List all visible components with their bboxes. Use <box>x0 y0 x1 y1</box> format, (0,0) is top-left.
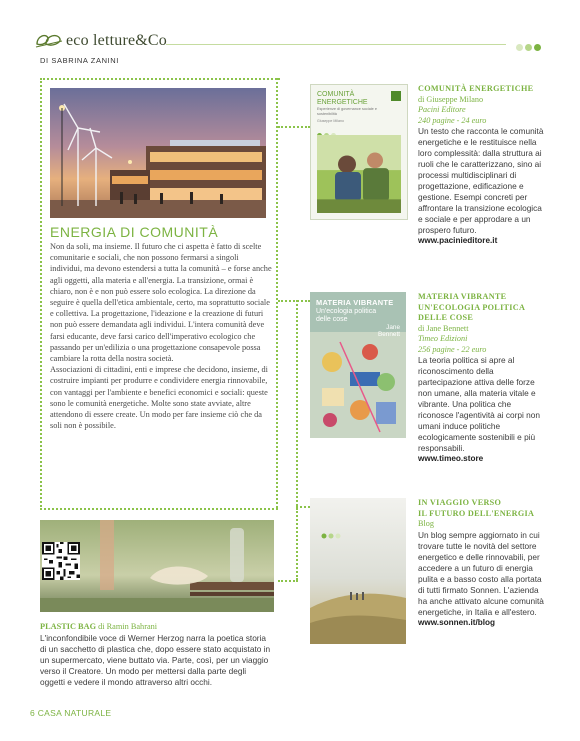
cover-title: COMUNITÀ ENERGETICHE <box>317 91 368 106</box>
page-number: 6 <box>30 708 36 718</box>
blog-image-landscape <box>310 498 406 644</box>
blog-type: Blog <box>418 519 434 528</box>
blog-description: Un blog sempre aggiornato in cui trovare tutte le novità del settore energetico e delle rinnovabili, per accedere a un futuro di energia pulita e a basso costo alla portata di tutti firmato Sonnen. L'azienda ha anche attivato alcune comunità energetiche, in Italia e all'estero. <box>418 529 544 617</box>
book-publisher: Pacini Editore <box>418 105 466 114</box>
cover-title: MATERIA VIBRANTE <box>316 298 394 307</box>
header-rule <box>166 44 506 45</box>
frame-right <box>276 78 278 508</box>
film-description: L'inconfondibile voce di Werner Herzog narra la poetica storia di un sacchetto di plastica che, dopo essere stato acquistato in un supermercato, viene buttato via. Parte, così, per un viaggio verso il Creatore. Un modo per mettersi dalla parte degli oggetti e vedere il mondo attraverso altri occhi. <box>40 633 271 687</box>
magazine-name: CASA NATURALE <box>37 708 112 718</box>
book-link[interactable]: www.timeo.store <box>418 454 484 463</box>
connector-book-1 <box>278 126 310 128</box>
book-title-line-2: UN'ECOLOGIA POLITICA <box>418 302 526 312</box>
blog-link[interactable]: www.sonnen.it/blog <box>418 617 496 627</box>
cover-photo-people <box>317 135 401 213</box>
blog-photo <box>310 498 406 644</box>
hero-photo-wind-turbines <box>50 88 266 218</box>
qr-code-icon <box>42 542 80 580</box>
article-body <box>50 241 272 431</box>
connector-blog-vertical <box>296 300 298 506</box>
film-title: PLASTIC BAG <box>40 622 97 631</box>
book-title-line-3: DELLE COSE <box>418 313 474 322</box>
cover-subtitle: Esperienze di governance sociale e sostenibilità <box>317 107 377 116</box>
byline: DI SABRINA ZANINI <box>40 56 119 65</box>
book-author: di Jane Bennett <box>418 323 469 333</box>
page-footer <box>30 708 111 718</box>
book-description: Un testo che racconta le comunità energetiche e le restituisce nella loro complessità: dalla struttura ai ruoli che le caratterizzano, sino ai processi multidisciplinari di progettazione, edificazione e gestione. Esempi concreti per affrontare la transizione ecologica e sociale e per approdare a un prospero futuro. <box>418 126 544 235</box>
book-details: 256 pagine - 22 euro <box>418 344 487 354</box>
book-publisher: Timeo Edizioni <box>418 334 468 343</box>
blog-title-line-2: IL FUTURO DELL'ENERGIA <box>418 508 535 518</box>
book-title: COMUNITÀ ENERGETICHE <box>418 84 534 93</box>
article-title: ENERGIA DI COMUNITÀ <box>50 224 219 240</box>
connector-film <box>278 580 298 582</box>
qr-code[interactable] <box>42 542 80 580</box>
cover-author: Giuseppe Milano <box>317 119 344 123</box>
blog-title-line-1: IN VIAGGIO VERSO <box>418 498 502 507</box>
cover-subtitle: Un'ecologia politica delle cose <box>316 308 377 323</box>
book-cover-materia-vibrante <box>310 292 406 438</box>
connector-film-vertical <box>296 508 298 580</box>
frame-bottom <box>40 508 278 510</box>
cover-badge <box>391 91 401 101</box>
dot-dark <box>534 44 541 51</box>
book-entry-1 <box>418 84 548 245</box>
dot-light <box>516 44 523 51</box>
book-link[interactable]: www.pacinieditore.it <box>418 236 498 245</box>
film-heading <box>40 622 157 631</box>
book-title-line-1: MATERIA VIBRANTE <box>418 292 507 301</box>
dot-mid <box>525 44 532 51</box>
section-title: eco letture&Co <box>66 32 167 49</box>
book-author: di Giuseppe Milano <box>418 94 484 104</box>
article-paragraph-1: Non da soli, ma insieme. Il futuro che ci aspetta è fatto di scelte comunitarie e sociali, che non possono fermarsi a singoli individui, ma devono estendersi a tutta la comunità – e forse anche agli oggetti, alla materia e all'energia. La transizione, ormai è chiaro, non è e non può essere solo ecologica. La direzione da seguire è quella dell'etica ambientale, certo, ma soprattutto sociale e collettiva. La progettazione, l'ideazione e la creazione di futuri non può essere demandata agli individui. L'intera comunità deve farsi educante, deve farsi carico dell'imperativo ecologico che passando per un'edilizia o una progettazione consapevole possa cambiare la rotta della nostra società. <box>50 242 272 364</box>
book-description: La teoria politica si apre al riconoscimento della partecipazione attiva delle forze non umane, alla materia vitale e vibrante. Una politica che riconosce l'agentività ai corpi non umani induce politiche ecologicamente sostenibili e più responsabili. <box>418 355 540 453</box>
article-paragraph-2: Associazioni di cittadini, enti e imprese che decidono, insieme, di costruire impianti per produrre e condividere energia rinnovabile, con vantaggi per l'ambiente e benefici economici e sociali: queste sono le comunità energetiche. Molte sono state avviate, altre attendono di essere create. Un modo per fare insieme ciò che da soli non è possibile. <box>50 365 268 431</box>
book-cover-comunita-energetiche <box>310 84 408 220</box>
header-dots <box>516 38 543 56</box>
cover-author: Jane Bennett <box>377 324 400 338</box>
book-details: 240 pagine - 24 euro <box>418 115 487 125</box>
film-author: di Ramin Bahrani <box>98 622 158 631</box>
connector-book-2 <box>278 300 310 302</box>
book-entry-2 <box>418 292 548 463</box>
blog-entry <box>418 498 548 627</box>
eco-logo-icon <box>34 30 64 50</box>
connector-blog <box>296 506 310 508</box>
